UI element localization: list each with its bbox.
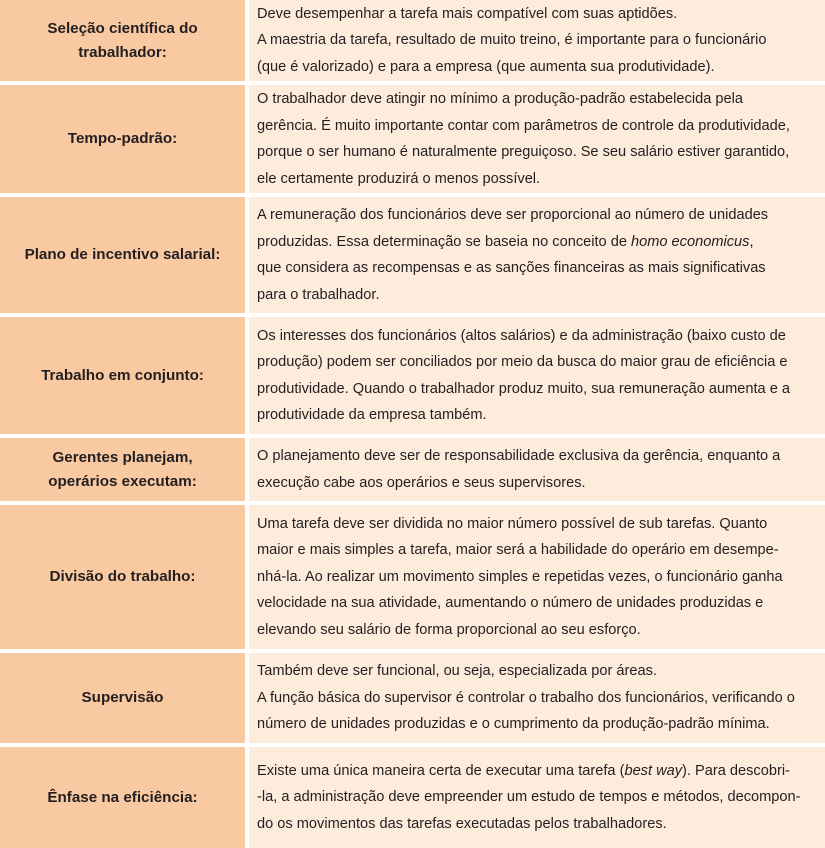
row-label <box>0 0 249 85</box>
text-line: produtividade. Quando o trabalhador produz muito, sua remuneração aumenta e a <box>257 380 791 397</box>
label-line: Trabalho em conjunto: <box>41 366 204 384</box>
row-label <box>0 197 249 317</box>
table-row <box>0 85 825 197</box>
table-row <box>0 317 825 438</box>
text-line: produção) podem ser conciliados por meio da busca do maior grau de eficiência e <box>257 354 788 370</box>
text-line: A remuneração dos funcionários deve ser proporcional ao número de unidades <box>257 207 769 223</box>
text-line: Deve desempenhar a tarefa mais compatível com suas aptidões. <box>257 5 678 22</box>
label-line: Gerentes planejam, <box>52 448 193 466</box>
row-description <box>249 653 825 747</box>
text-line: ele certamente produzirá o menos possível. <box>257 170 541 187</box>
text-line: -la, a administração deve empreender um estudo de tempos e métodos, decompon- <box>257 789 801 806</box>
text-line: Os interesses dos funcionários (altos salários) e da administração (baixo custo de <box>257 327 786 344</box>
text-fragment: produzidas. Essa determinação se baseia no conceito de <box>257 233 631 250</box>
table-row <box>0 197 825 317</box>
table-row <box>0 0 825 85</box>
table-row <box>0 438 825 505</box>
text-line: O planejamento deve ser de responsabilidade exclusiva da gerência, enquanto a <box>257 448 781 464</box>
text-line: gerência. É muito importante contar com parâmetros de controle da produtividade, <box>257 117 790 134</box>
text-line: execução cabe aos operários e seus supervisores. <box>257 474 586 491</box>
label-line: trabalhador: <box>78 43 167 61</box>
row-description <box>249 85 825 197</box>
row-description <box>249 505 825 653</box>
text-line: velocidade na sua atividade, aumentando o número de unidades produzidas e <box>257 595 764 612</box>
text-line: do os movimentos das tarefas executadas pelos trabalhadores. <box>257 815 667 832</box>
text-line: Uma tarefa deve ser dividida no maior número possível de sub tarefas. Quanto <box>257 515 768 532</box>
label-line: operários executam: <box>48 472 197 490</box>
table-row <box>0 747 825 848</box>
row-label <box>0 505 249 653</box>
table-row <box>0 505 825 653</box>
row-label <box>0 438 249 505</box>
emphasis-term: best way <box>624 762 683 779</box>
text-line <box>257 758 817 785</box>
label-line: Divisão do trabalho: <box>49 568 196 585</box>
text-line: produtividade da empresa também. <box>257 407 487 423</box>
row-label <box>0 653 249 747</box>
row-label <box>0 85 249 197</box>
text-line <box>257 229 817 256</box>
text-line: (que é valorizado) e para a empresa (que aumenta sua produtividade). <box>257 58 715 75</box>
text-line: número de unidades produzidas e o cumprimento da produção-padrão mínima. <box>257 716 770 733</box>
text-line: A maestria da tarefa, resultado de muito treino, é importante para o funcionário <box>257 32 767 49</box>
text-line: Também deve ser funcional, ou seja, especializada por áreas. <box>257 663 657 680</box>
label-line: Plano de incentivo salarial: <box>24 246 221 263</box>
text-line: O trabalhador deve atingir no mínimo a produção-padrão estabelecida pela <box>257 91 743 107</box>
text-fragment: , <box>749 233 754 250</box>
table-row <box>0 653 825 747</box>
label-line: Supervisão <box>81 689 164 706</box>
text-line: para o trabalhador. <box>257 286 380 303</box>
text-line: maior e mais simples a tarefa, maior será a habilidade do operário em desempe- <box>257 542 779 559</box>
row-description <box>249 438 825 505</box>
row-description <box>249 317 825 438</box>
row-label <box>0 747 249 848</box>
row-description <box>249 0 825 85</box>
text-line: nhá-la. Ao realizar um movimento simples e repetidas vezes, o funcionário ganha <box>257 568 783 585</box>
text-line: A função básica do supervisor é controlar o trabalho dos funcionários, verificando o <box>257 689 795 706</box>
text-line: que considera as recompensas e as sanções financeiras as mais significativas <box>257 260 766 276</box>
text-fragment: ). Para descobri- <box>682 762 790 779</box>
text-fragment: Existe uma única maneira certa de executar uma tarefa ( <box>257 762 625 779</box>
text-line: elevando seu salário de forma proporcional ao seu esforço. <box>257 621 641 638</box>
row-description <box>249 747 825 848</box>
label-line: Ênfase na eficiência: <box>47 788 198 806</box>
text-line: porque o ser humano é naturalmente preguiçoso. Se seu salário estiver garantido, <box>257 144 790 160</box>
row-description <box>249 197 825 317</box>
label-line: Seleção científica do <box>47 19 198 37</box>
label-line: Tempo-padrão: <box>67 130 178 147</box>
emphasis-term: homo economicus <box>631 233 750 250</box>
row-label <box>0 317 249 438</box>
